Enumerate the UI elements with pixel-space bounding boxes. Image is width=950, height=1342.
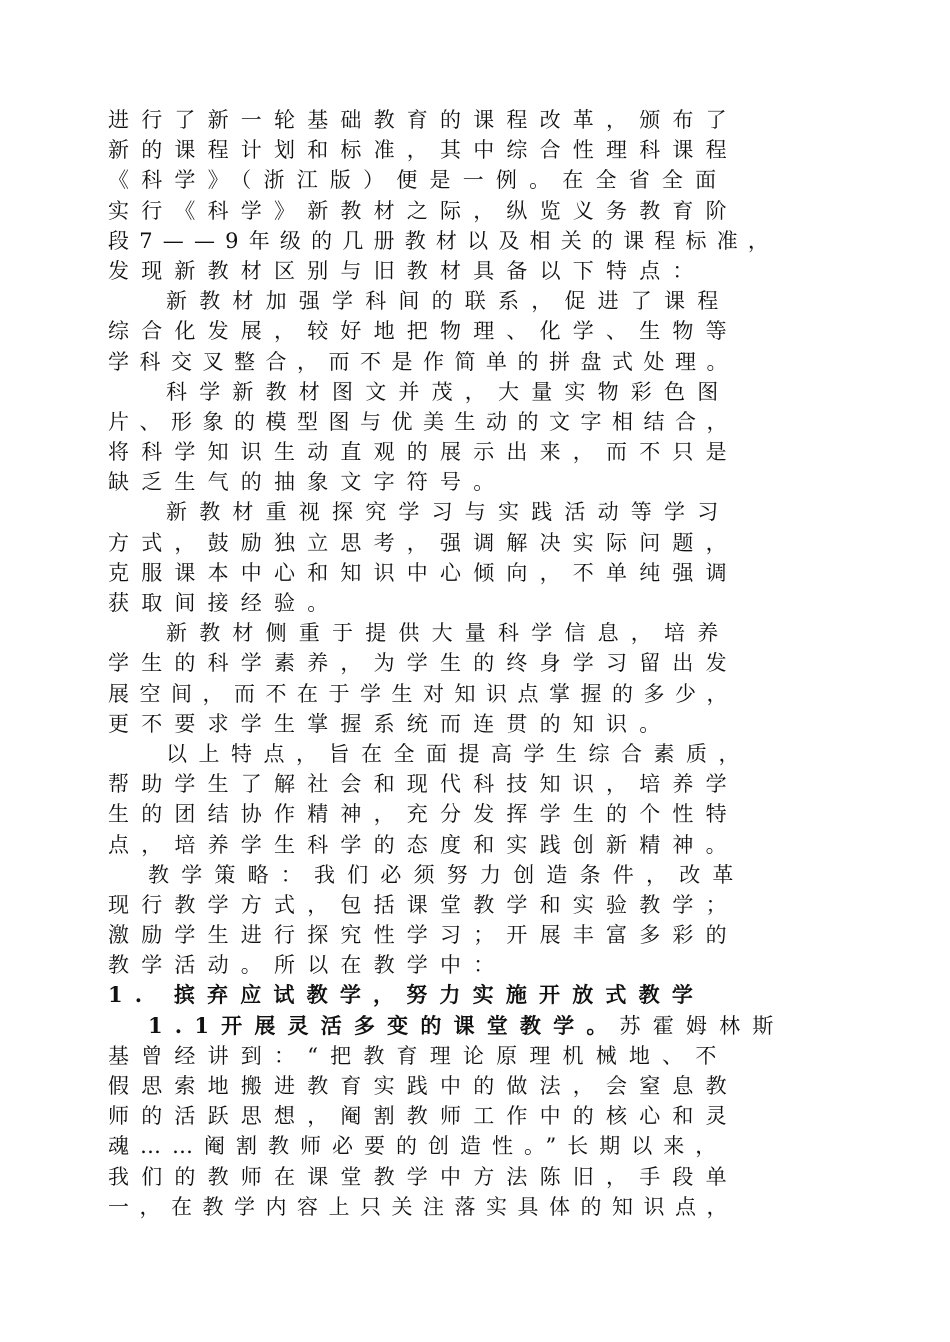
text-line: 一，在教学内容上只关注落实具体的知识点， (108, 1194, 738, 1219)
text-line: 帮助学生了解社会和现代科技知识，培养学 (108, 772, 739, 797)
text-line: 片、形象的模型图与优美生动的文字相结合， (108, 409, 738, 434)
text-line: 我们的教师在课堂教学中方法陈旧，手段单 (108, 1164, 739, 1189)
text-line: 进行了新一轮基础教育的课程改革，颁布了 (108, 108, 739, 132)
text-line: 方式，鼓励独立思考，强调解决实际问题， (108, 530, 739, 555)
text-line: 展空间，而不在于学生对知识点掌握的多少， (108, 681, 738, 706)
text-line: 魂……阉割教师必要的创造性。”长期以来， (108, 1134, 728, 1159)
subsection-line (108, 1011, 860, 1041)
text-line: 激励学生进行探究性学习；开展丰富多彩的 (108, 923, 739, 948)
text-line: 生的团结协作精神，充分发挥学生的个性特 (108, 802, 739, 827)
text-line: 将科学知识生动直观的展示出来，而不只是 (108, 440, 739, 465)
text-line: 教学活动。所以在教学中： (108, 953, 507, 978)
section-heading: 1. 摈弃应试教学，努力实施开放式教学 (108, 982, 706, 1008)
body-text (108, 105, 860, 1222)
text-line: 新的课程计划和标准，其中综合性理科课程 (108, 138, 739, 163)
text-line: 学科交叉整合，而不是作简单的拼盘式处理。 (108, 349, 738, 374)
text-line: 获取间接经验。 (108, 591, 341, 615)
text-line: 《科学》（浙江版）便是一例。在全省全面 (108, 168, 729, 193)
text-line: 学生的科学素养，为学生的终身学习留出发 (108, 651, 739, 676)
paragraph-start-line: 新教材加强学科间的联系，促进了课程 (166, 289, 731, 314)
text-line: 段7——9年级的几册教材以及相关的课程标准， (108, 228, 780, 253)
text-line: 点，培养学生科学的态度和实践创新精神。 (108, 832, 739, 857)
text-line: 基曾经讲到：“把教育理论原理机械地、不 (108, 1043, 729, 1068)
subsection-body-start: 苏霍姆林斯 (619, 1013, 786, 1038)
text-line: 发现新教材区别与旧教材具备以下特点： (108, 258, 706, 283)
text-line: 假思索地搬进教育实践中的做法，会窒息教 (108, 1074, 739, 1098)
paragraph-start-line: 教学策略：我们必须努力创造条件，改革 (148, 862, 746, 887)
text-line: 缺乏生气的抽象文字符号。 (108, 470, 507, 495)
paragraph-start-line: 以上特点，旨在全面提高学生综合素质， (166, 741, 751, 766)
text-line: 综合化发展，较好地把物理、化学、生物等 (108, 319, 739, 344)
subsection-heading: 1.1开展灵活多变的课堂教学。 (148, 1012, 620, 1038)
paragraph-start-line: 科学新教材图文并茂，大量实物彩色图 (166, 379, 731, 404)
paragraph-start-line: 新教材重视探究学习与实践活动等学习 (166, 500, 731, 525)
text-line: 现行教学方式，包括课堂教学和实验教学； (108, 892, 739, 917)
text-line: 师的活跃思想，阉割教师工作中的核心和灵 (108, 1104, 739, 1129)
text-line: 克服课本中心和知识中心倾向，不单纯强调 (108, 560, 739, 585)
text-line: 实行《科学》新教材之际，纵览义务教育阶 (108, 198, 739, 223)
text-line: 更不要求学生掌握系统而连贯的知识。 (108, 711, 673, 736)
paragraph-start-line: 新教材侧重于提供大量科学信息，培养 (166, 621, 731, 646)
